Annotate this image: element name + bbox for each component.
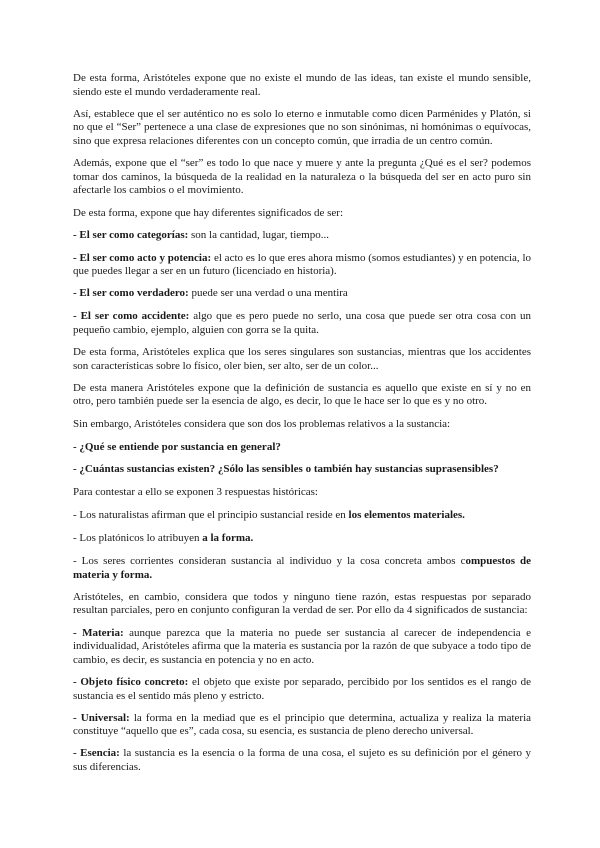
- bold-term: - El ser como verdadero:: [73, 287, 189, 300]
- definition-item: [73, 712, 531, 739]
- list-item: [73, 252, 531, 279]
- bold-term: - El ser como categorías:: [73, 228, 189, 241]
- paragraph-text: - Los naturalistas afirman que el principio sustancial reside en: [73, 509, 349, 522]
- paragraph-text: Aristóteles, en cambio, considera que todos y ninguno tiene razón, estas respuestas por separado resultan parciales, pero en conjunto configuran la verdad de ser. Por ello da 4 significados de sustancia:: [73, 590, 531, 617]
- paragraph: [73, 346, 531, 373]
- paragraph: [73, 72, 531, 99]
- paragraph-text: Sin embargo, Aristóteles considera que son dos los problemas relativos a la sustancia:: [73, 417, 451, 430]
- paragraph: [73, 108, 531, 149]
- paragraph: [73, 418, 531, 432]
- paragraph-text: son la cantidad, lugar, tiempo...: [188, 228, 329, 241]
- paragraph-text: Así, establece que el ser auténtico no es solo lo eterno e inmutable como dicen Parménides y Platón, si no que el “Ser” pertenece a una clase de expresiones que no son sinónimas, ni homónimas o equívocas, sino que expresa relaciones diferentes con un concepto común, que irradia de un centro común.: [73, 107, 531, 147]
- paragraph: [73, 591, 531, 618]
- list-item: [73, 509, 531, 523]
- paragraph-text: algo que es pero puede no serlo, una cosa que puede ser otra cosa con un pequeño cambio, ejemplo, alguien con gorra se la quita.: [73, 310, 531, 336]
- question-item: [73, 441, 531, 455]
- list-item: [73, 532, 531, 546]
- bold-term: - Materia:: [73, 626, 124, 639]
- paragraph-text: De esta forma, expone que hay diferentes significados de ser:: [73, 206, 344, 219]
- paragraph-text: aunque parezca que la materia no puede ser sustancia al carecer de independencia e individualidad, Aristóteles afirma que la materia es sustancia por la razón de que subyace a todo tipo de cambio, es decir, es sustancia en potencia y no en acto.: [73, 626, 532, 666]
- bold-term: - Universal:: [73, 711, 130, 724]
- paragraph-text: De esta forma, Aristóteles explica que los seres singulares son sustancias, mientras que los accidentes son características sobre lo físico, oler bien, ser alto, ser de un color...: [73, 346, 531, 372]
- bold-term: los elementos materiales.: [348, 509, 465, 522]
- paragraph-text: Para contestar a ello se exponen 3 respuestas históricas:: [73, 486, 318, 499]
- definition-item: [73, 747, 531, 774]
- list-item: [73, 229, 531, 243]
- paragraph-text: el acto es lo que eres ahora mismo (somos estudiantes) y en potencia, lo que puedes llegar a ser en un futuro (licenciado en historia).: [73, 251, 531, 278]
- question-item: [73, 463, 531, 477]
- paragraph-text: la forma en la mediad que es el principio que determina, actualiza y realiza la materia constituye “aquello que es”, cada cosa, su esencia, es sustancia de pleno derecho universal.: [73, 711, 532, 738]
- bold-question: - ¿Qué se entiende por sustancia en general?: [73, 440, 281, 453]
- paragraph: [73, 382, 531, 409]
- paragraph: [73, 157, 531, 198]
- list-item: [73, 555, 531, 582]
- bold-term: - El ser como accidente:: [73, 310, 190, 323]
- bold-term: a la forma.: [202, 532, 254, 545]
- list-item: [73, 310, 531, 337]
- bold-term: - El ser como acto y potencia:: [73, 251, 212, 264]
- paragraph: [73, 207, 531, 221]
- document-page: [73, 72, 531, 783]
- paragraph: [73, 486, 531, 500]
- paragraph-text: De esta forma, Aristóteles expone que no existe el mundo de las ideas, tan existe el mundo sensible, siendo este el mundo verdaderamente real.: [73, 72, 531, 98]
- definition-item: [73, 627, 531, 668]
- definition-item: [73, 676, 531, 703]
- paragraph-text: - Los seres corrientes consideran sustancia al individuo y la cosa concreta ambos c: [73, 554, 466, 567]
- paragraph-text: la sustancia es la esencia o la forma de una cosa, el sujeto es su definición por el género y sus diferencias.: [73, 747, 531, 774]
- paragraph-text: - Los platónicos lo atribuyen: [73, 532, 203, 545]
- bold-term: - Objeto físico concreto:: [73, 675, 189, 688]
- paragraph-text: Además, expone que el “ser” es todo lo que nace y muere y ante la pregunta ¿Qué es el ser? podemos tomar dos caminos, la búsqueda de la realidad en la naturaleza o la búsqueda del ser en acto puro sin afectarle los cambios o el movimiento.: [73, 157, 531, 197]
- bold-term: - Esencia:: [73, 747, 120, 760]
- paragraph-text: el objeto que existe por separado, percibido por los sentidos es el rango de sustancia es el sentido más pleno y estricto.: [73, 675, 531, 702]
- paragraph-text: De esta manera Aristóteles expone que la definición de sustancia es aquello que existe en sí y no en otro, pero también puede ser la esencia de algo, es decir, lo que le hace ser lo que es y no otro.: [73, 381, 531, 408]
- list-item: [73, 287, 531, 301]
- bold-term: ompuestos de materia y forma.: [73, 554, 531, 581]
- bold-question: - ¿Cuántas sustancias existen? ¿Sólo las sensibles o también hay sustancias suprasensibles?: [73, 463, 499, 476]
- paragraph-text: puede ser una verdad o una mentira: [188, 287, 348, 300]
